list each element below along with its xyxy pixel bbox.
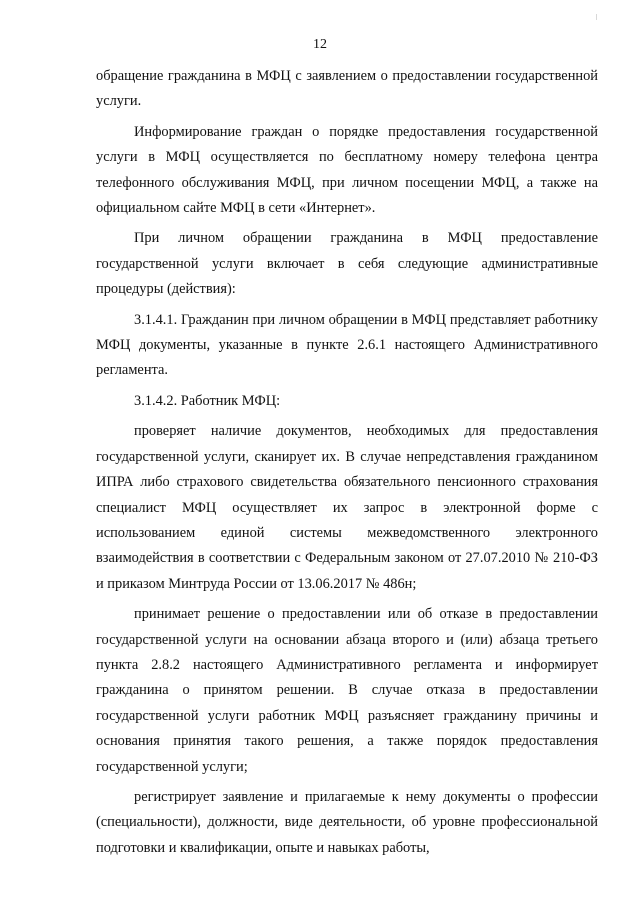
paragraph-registers-application: регистрирует заявление и прилагаемые к нему документы о профессии (специальности), должности, виде деятельности, об уровне профессиональной подготовки и квалификации, опыте и навыках работы,: [96, 788, 598, 856]
paragraph-3-1-4-1: 3.1.4.1. Гражданин при личном обращении в МФЦ представляет работнику МФЦ документы, указанные в пункте 2.6.1 настоящего Административного регламента.: [96, 311, 598, 379]
paragraph-informing: Информирование граждан о порядке предоставления государственной услуги в МФЦ осуществляется по бесплатному номеру телефона центра телефонного обслуживания МФЦ, при личном посещении МФЦ, а также на официальном сайте МФЦ в сети «Интернет».: [96, 123, 598, 217]
page-number: 12: [313, 37, 327, 52]
scan-mark: [596, 14, 597, 20]
paragraph-makes-decision: принимает решение о предоставлении или об отказе в предоставлении государственной услуги на основании абзаца второго и (или) абзаца третьего пункта 2.8.2 настоящего Административного регламента и информирует гражданина о принятом решении. В случае отказа в предоставлении государственной услуги работник МФЦ разъясняет гражданину причины и основания принятия такого решения, а также порядок предоставления государственной услуги;: [96, 606, 598, 775]
paragraph-checks-documents: проверяет наличие документов, необходимых для предоставления государственной услуги, сканирует их. В случае непредставления гражданином ИПРА либо страхового свидетельства обязательного пенсионного страхования специалист МФЦ осуществляет их запрос в электронной форме с использованием единой системы межведомственного электронного взаимодействия в соответствии с Федеральным законом от 27.07.2010 № 210-ФЗ и приказом Минтруда России от 13.06.2017 № 486н;: [96, 423, 598, 592]
document-body: [96, 64, 598, 866]
paragraph-personal-appeal: При личном обращении гражданина в МФЦ предоставление государственной услуги включает в себя следующие административные процедуры (действия):: [96, 230, 598, 298]
paragraph-3-1-4-2: 3.1.4.2. Работник МФЦ:: [134, 392, 281, 409]
paragraph-continuation: обращение гражданина в МФЦ с заявлением о предоставлении государственной услуги.: [96, 68, 598, 110]
